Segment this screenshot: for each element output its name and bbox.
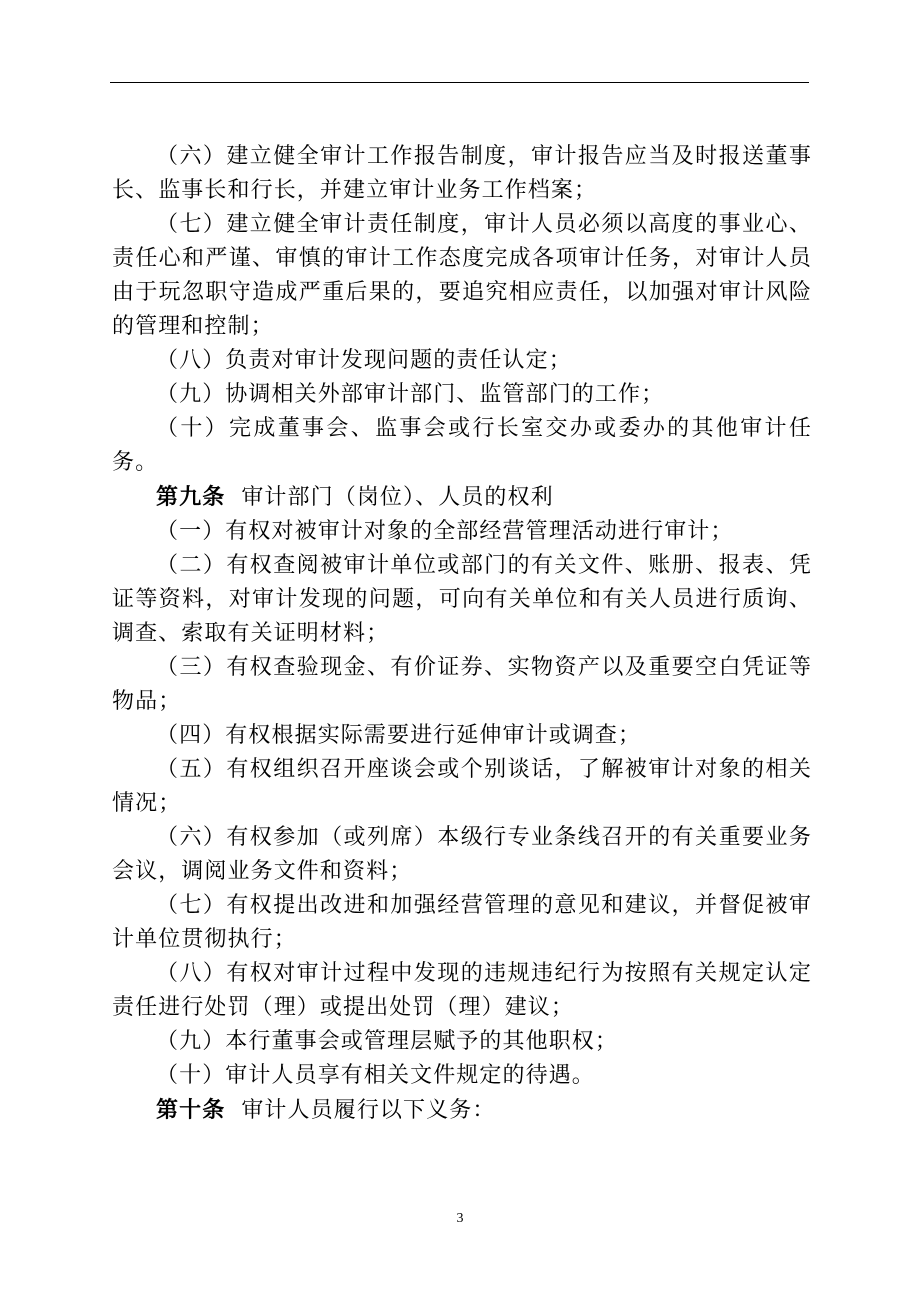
document-body <box>112 140 812 1128</box>
right-4-extended-audit: （四）有权根据实际需要进行延伸审计或调查； <box>156 723 642 748</box>
paragraph-7-responsibility-system: （七）建立健全审计责任制度，审计人员必须以高度的事业心、责任心和严谨、审慎的审计工作态度完成各项审计任务，对审计人员由于玩忽职守造成严重后果的，要追究相应责任，以加强对审计风险的管理和控制； <box>112 212 812 339</box>
article-9-label: 第九条 <box>156 484 226 510</box>
right-7-suggestions: （七）有权提出改进和加强经营管理的意见和建议，并督促被审计单位贯彻执行； <box>112 893 812 952</box>
right-5-meetings: （五）有权组织召开座谈会或个别谈话，了解被审计对象的相关情况； <box>112 757 812 816</box>
paragraph-6-report-system: （六）建立健全审计工作报告制度，审计报告应当及时报送董事长、监事长和行长，并建立审计业务工作档案； <box>112 144 812 203</box>
right-2-review-documents: （二）有权查阅被审计单位或部门的有关文件、账册、报表、凭证等资料，对审计发现的问题，可向有关单位和有关人员进行质询、调查、索取有关证明材料； <box>112 553 812 646</box>
page-number: 3 <box>456 1211 464 1226</box>
article-9-title: 审计部门（岗位）、人员的权利 <box>241 485 554 510</box>
paragraph-9-coordination: （九）协调相关外部审计部门、监管部门的工作； <box>156 382 665 407</box>
paragraph-10-other-tasks: （十）完成董事会、监事会或行长室交办或委办的其他审计任务。 <box>112 416 812 475</box>
article-10-heading <box>112 1093 812 1128</box>
right-6-attend-meetings: （六）有权参加（或列席）本级行专业条线召开的有关重要业务会议，调阅业务文件和资料； <box>112 825 812 884</box>
right-3-inspect-assets: （三）有权查验现金、有价证券、实物资产以及重要空白凭证等物品； <box>112 655 812 714</box>
right-1-audit-activities: （一）有权对被审计对象的全部经营管理活动进行审计； <box>156 519 734 544</box>
article-10-label: 第十条 <box>156 1097 226 1123</box>
right-10-treatment: （十）审计人员享有相关文件规定的待遇。 <box>156 1063 595 1088</box>
header-rule <box>110 82 809 83</box>
article-10-title: 审计人员履行以下义务： <box>241 1098 496 1123</box>
paragraph-8-responsibility-determination: （八）负责对审计发现问题的责任认定； <box>156 348 572 373</box>
right-9-other-powers: （九）本行董事会或管理层赋予的其他职权； <box>156 1029 619 1054</box>
right-8-penalties: （八）有权对审计过程中发现的违规违纪行为按照有关规定认定责任进行处罚（理）或提出处罚（理）建议； <box>112 961 812 1020</box>
article-9-heading <box>112 480 812 515</box>
